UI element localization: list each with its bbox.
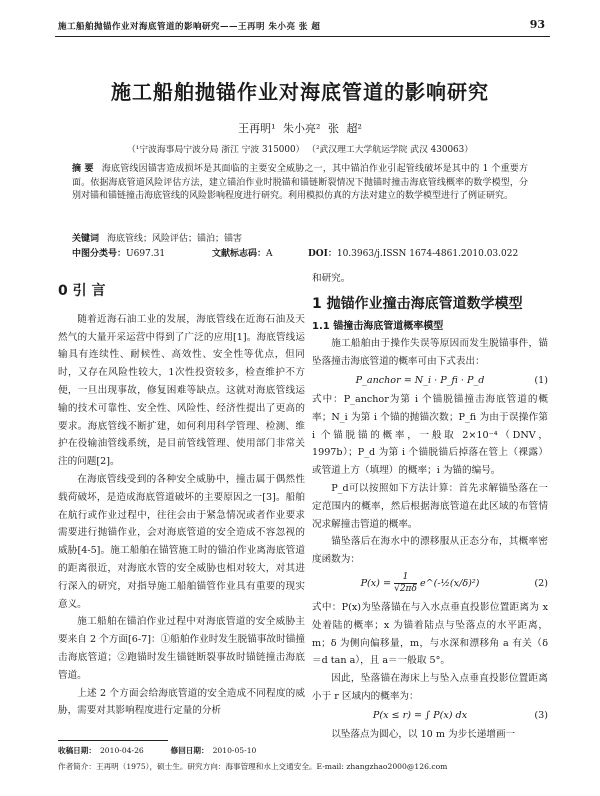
model-paragraph-3: P_d可以按照如下方法计算：首先求解锚坠落在一定范围内的概率，然后根据海底管道在此区域的布管情况求解撞击管道的概率。 bbox=[312, 482, 548, 530]
equation-2-fraction bbox=[394, 572, 417, 595]
keywords-line bbox=[72, 231, 528, 244]
revised-label: 修回日期： bbox=[170, 746, 209, 755]
equation-1 bbox=[312, 371, 548, 391]
equation-2-denominator: √2πδ bbox=[394, 583, 417, 594]
header-rule bbox=[55, 36, 550, 37]
intro-paragraph-3: 施工船舶在锚泊作业过程中对海底管道的安全威胁主要来自 2 个方面[6-7]：①船舶作业时发生脱锚事故时锚撞击海底管道；②跑锚时发生锚链断裂事故时锚链撞击海底管道。 bbox=[58, 616, 305, 681]
equation-2-body bbox=[312, 569, 528, 599]
section-0-heading: 0 引 言 bbox=[58, 283, 106, 299]
footnote-author: 作者简介：王再明（1975），硕士生。研究方向：海事管理和水上交通安全。E-mail: zhangzhao2000@126.com bbox=[58, 762, 448, 771]
equation-1-body: P_anchor = N_i · P_fi · P_d bbox=[355, 374, 485, 386]
model-paragraph-5: 式中：P(x)为坠落锚在与入水点垂直投影位置距离为 x 处着陆的概率；x 为锚着陆点与坠落点的水平距离，m；δ 为侧向偏移量，m，与水深和漂移角 a 有关（δ＝d tan a），且 a＝一般取 5°。 bbox=[312, 601, 548, 667]
equation-3-body: P(x ≤ r) = ∫ P(x) dx bbox=[372, 709, 468, 721]
footnote-rule bbox=[58, 740, 168, 741]
received-date: 2010-04-26 bbox=[99, 746, 144, 755]
doc-code-group bbox=[212, 246, 308, 259]
right-column bbox=[312, 270, 548, 744]
equation-2-lhs: P(x) = bbox=[360, 577, 392, 589]
model-paragraph-4: 锚坠落后在海水中的漂移服从正态分布，其概率密度函数为： bbox=[312, 536, 548, 566]
author-list: 王再明¹ 朱小亮² 张 超² bbox=[238, 122, 362, 135]
abstract-text: 海底管线因锚害造成损坏是其面临的主要安全威胁之一，其中锚泊作业引起管线破坏是其中的 1 个重要方面。依据海底管道风险评估方法，建立锚泊作业时脱锚和锚链断裂情况下抛锚时撞击海底管线概率的数学模型，分别对锚和锚链撞击海底管线的风险影响程度进行研究。利用模拟仿真的方法对建立的数学模型进行了例证研究。 bbox=[72, 164, 529, 201]
equation-2 bbox=[312, 569, 548, 599]
equation-2-rhs: e^(-½(x/δ)²) bbox=[419, 577, 480, 589]
clc-label: 中图分类号： bbox=[72, 249, 127, 259]
equation-2-numerator: 1 bbox=[394, 572, 417, 584]
doc-code: A bbox=[266, 249, 273, 259]
footnote-dates bbox=[58, 744, 548, 758]
intro-paragraph-1: 随着近海石油工业的发展，海底管线在近海石油及天然气的大量开采运营中得到了广泛的应用[1]。海底管线运输具有连续性、耐候性、高效性、安全性等优点，但同时，又存在风险性较大，1次性投资较多，检查维护不方便，一旦出现事故，修复困难等缺点。这就对海底管线运输的技术可靠性、安全性、风险性、经济性提出了更高的要求。海底管线不断扩建，如何利用科学管理、检测、维护在役输油管线系统，是目前管线管理、使用部门非常关注的问题[2]。 bbox=[58, 313, 305, 468]
doi-label: DOI： bbox=[308, 249, 337, 259]
keywords: 海底管线；风险评估；锚泊；锚害 bbox=[107, 234, 243, 244]
equation-3-number: (3) bbox=[534, 709, 548, 721]
doi: 10.3963/j.ISSN 1674-4861.2010.03.022 bbox=[336, 249, 519, 259]
page-number: 93 bbox=[529, 18, 545, 31]
doi-group bbox=[308, 246, 518, 259]
classification-line bbox=[72, 246, 528, 259]
abstract bbox=[72, 163, 528, 204]
abstract-label: 摘 要 bbox=[72, 164, 94, 174]
revised-date: 2010-05-10 bbox=[212, 746, 257, 755]
running-header: 施工船舶抛锚作业对海底管道的影响研究——王再明 朱小亮 张 超 bbox=[58, 22, 321, 32]
left-column bbox=[58, 283, 305, 720]
equation-3 bbox=[312, 706, 548, 726]
paper-title: 施工船舶抛锚作业对海底管道的影响研究 bbox=[111, 80, 489, 104]
model-paragraph-1: 施工船舶由于操作失误等原因而发生脱锚事件，锚坠落撞击海底管道的概率可由下式表出： bbox=[312, 338, 548, 368]
intro-paragraph-2: 在海底管线受到的各种安全威胁中，撞击属于偶然性载荷破坏，是造成海底管道破坏的主要原因之一[3]。船舶在航行或作业过程中，往往会由于紧急情况或者作业要求需要进行抛锚作业，会对海底管道的安全造成不容忽视的威胁[4-5]。施工船舶在锚管施工时的锚泊作业离海底管道的距离很近，对海底水管的安全威胁也相对较大，对其进行深入的研究，对指导施工船舶锚管作业具有重要的现实意义。 bbox=[58, 473, 305, 610]
model-paragraph-7: 以坠落点为圆心，以 10 m 为步长递增画一 bbox=[331, 728, 516, 740]
continued-text: 和研究。 bbox=[312, 273, 351, 284]
doc-code-label: 文献标志码： bbox=[212, 249, 267, 259]
clc-group bbox=[72, 246, 212, 259]
equation-1-number: (1) bbox=[534, 374, 548, 386]
equation-2-number: (2) bbox=[534, 577, 548, 589]
keywords-label: 关键词 bbox=[72, 234, 100, 244]
subsection-1-1-heading: 1.1 锚撞击海底管道概率模型 bbox=[312, 320, 444, 332]
clc-code: U697.31 bbox=[126, 249, 166, 259]
affiliations: （¹宁波海事局宁波分局 浙江 宁波 315000） （²武汉理工大学航运学院 武汉 430063） bbox=[126, 145, 474, 155]
model-paragraph-2: 式中：P_anchor为第 i 个锚脱锚撞击海底管道的概率；N_i 为第 i 个锚的抛锚次数；P_fi 为由于误操作第 i 个锚脱锚的概率，一般取 2×10⁻⁴（DNV，1997b）；P_d 为第 i 个锚脱锚后掉落在管上（裸露）或管道上方（填埋）的概率；i 为锚的编号。 bbox=[312, 393, 548, 477]
section-1-heading: 1 抛锚作业撞击海底管道数学模型 bbox=[312, 295, 523, 312]
received-label: 收稿日期： bbox=[58, 746, 96, 755]
model-paragraph-6: 因此，坠落锚在海床上与坠入点垂直投影位置距离小于 r 区域内的概率为： bbox=[312, 673, 548, 702]
intro-paragraph-4: 上述 2 个方面会给海底管道的安全造成不同程度的威胁，需要对其影响程度进行定量的分析 bbox=[58, 687, 305, 717]
